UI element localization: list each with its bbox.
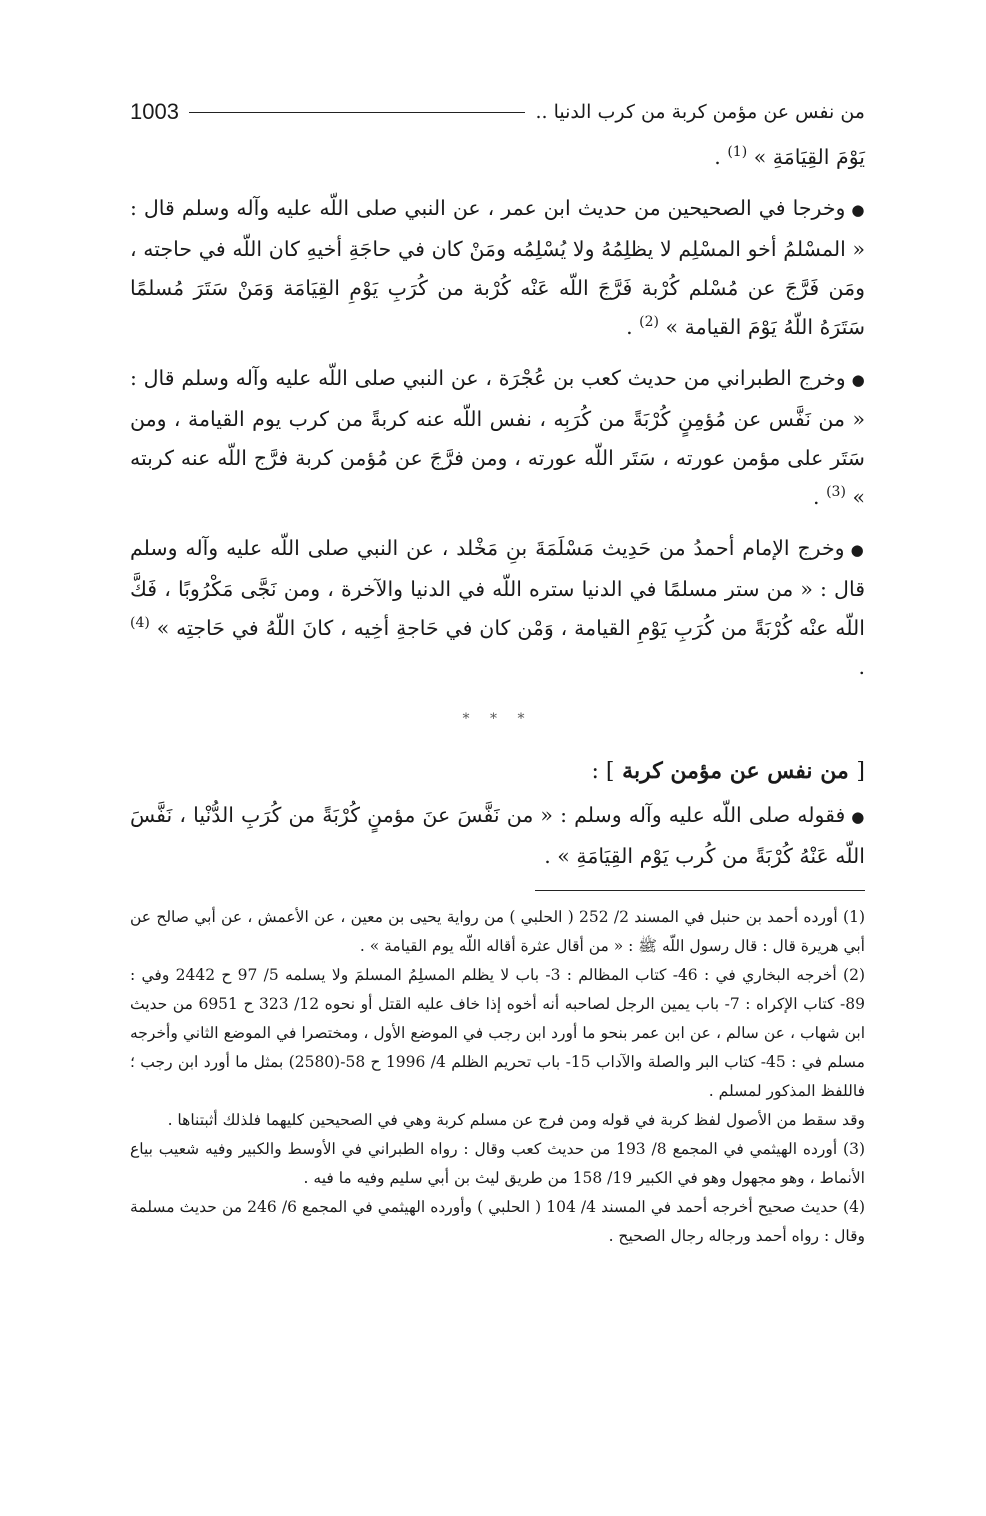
paragraph-text: وخرج الإمام أحمدُ من حَدِيث مَسْلَمَةَ بنِ مَخْلد ، عن النبي صلى اللّه عليه وآله وسلم قال : « من ستر مسلمًا في الدنيا ستره اللّه في الدنيا والآخرة ، ومن نَجَّى مَكْرُوبًا ، فَكَّ اللّه عنْه كُرْبَةً من كُرَبِ يَوْمِ القيامة ، وَمْن كان في حَاجةِ أخِيه ، كانَ اللّهُ في حَاجتِه » (130, 536, 865, 640)
footnote: (1) أورده أحمد بن حنبل في المسند 2/ 252 ( الحلبي ) من رواية يحيى بن معين ، عن الأعمش ، عن أبي صالح عن أبي هريرة قال : قال رسول اللّه ﷺ : « من أقال عثرة أقاله اللّه يوم القيامة » . (130, 908, 865, 955)
footnote: (2) أخرجه البخاري في : 46- كتاب المظالم : 3- باب لا يظلم المسلِمُ المسلمَ ولا يسلمه 5/ 97 ح 2442 وفي : 89- كتاب الإكراه : 7- باب يمين الرجل لصاحبه أنه أخوه إذا خاف عليه القتل أو نحوه 12/ 323 ح 6951 من حديث ابن شهاب ، عن سالم ، عن ابن عمر بنحو ما أورد ابن رجب في الموضع الأول ، ومختصرا في الموضع الثاني وأخرجه مسلم في : 45- كتاب البر والصلة والآداب 15- باب تحريم الظلم 4/ 1996 ح 58-(2580) بمثل ما أورد ابن رجب ؛ فاللفظ المذكور لمسلم . (130, 966, 866, 1100)
paragraph (130, 189, 865, 347)
footnote-ref: (2) (639, 314, 660, 331)
footnote-ref: (1) (727, 144, 748, 161)
section-heading (130, 751, 865, 792)
paragraph (130, 529, 865, 687)
footnotes (130, 903, 865, 1251)
main-text (130, 138, 865, 876)
footnote-ref: (3) (826, 484, 846, 501)
bullet-icon: ● (851, 201, 865, 219)
page (130, 90, 865, 1251)
header-title: من نفس عن مؤمن كربة من كرب الدنيا .. (535, 101, 865, 123)
bullet-icon: ● (851, 371, 865, 389)
footnote-ref: (4) (130, 615, 150, 632)
heading-bracket-close: ] : (591, 759, 615, 784)
continuation-text: يَوْمَ القِيَامَةِ » (753, 145, 865, 169)
running-header (130, 90, 865, 134)
header-rule (189, 112, 526, 113)
line-end: . (714, 145, 721, 169)
heading-text: من نفس عن مؤمن كربة (622, 758, 849, 784)
section-divider: * * * (462, 711, 533, 727)
bullet-icon: ● (851, 808, 865, 826)
paragraph-end: . (858, 655, 865, 679)
footnote-separator (535, 890, 865, 891)
footnote: (3) أورده الهيثمي في المجمع 8/ 193 من حديث كعب وقال : رواه الطبراني في الأوسط والكبير وفيه شعيب بياع الأنماط ، وهو مجهول وهو في الكبير 19/ 158 من طريق ليث بن أبي سليم وفيه ما فيه . (130, 1140, 865, 1187)
paragraph (130, 796, 865, 876)
footnote: وقد سقط من الأصول لفظ كربة في قوله ومن فرج عن مسلم كربة وهي في الصحيحين كليهما فلذلك أثبتناها . (167, 1111, 865, 1129)
heading-bracket-open: [ (856, 759, 865, 784)
paragraph-end: . (813, 485, 820, 509)
paragraph-end: . (626, 315, 633, 339)
bullet-icon: ● (850, 541, 865, 559)
page-number: 1003 (130, 99, 179, 124)
paragraph-text: وخرجا في الصحيحين من حديث ابن عمر ، عن النبي صلى اللّه عليه وآله وسلم قال : « المسْلمُ أخو المسْلِم لا يظلِمُهُ ولا يُسْلِمُه ومَنْ كان في حاجَةِ أخيهِ كان اللّه في حاجته ، ومَن فَرَّجَ عن مُسْلم كُرْبة فَرَّجَ اللّه عَنْه كُرْبة من كُرَبِ يَوْمِ القِيَامَة وَمَنْ سَتَرَ مُسلمًا سَتَرَهُ اللّهُ يَوْمَ القيامة » (130, 196, 865, 339)
paragraph-text: وخرج الطبراني من حديث كعب بن عُجْرَة ، عن النبي صلى اللّه عليه وآله وسلم قال : « من نَفَّس عن مُؤمِنٍ كُرْبَةً من كُرَبِه ، نفس اللّه عنه كربةً من كرب يوم القيامة ، ومن سَتَر على مؤمن عورته ، سَتَر اللّه عورته ، ومن فرَّجَ عن مُؤمن كربة فرَّج اللّه عنه كربته » (130, 366, 865, 509)
paragraph-text: فقوله صلى اللّه عليه وآله وسلم : « من نَفَّسَ عنَ مؤمنٍ كُرْبَةً من كُرَبِ الدُّنْيا ، نَفَّسَ اللّه عَنْهُ كُرْبَةً من كُرب يَوْم القِيَامَةِ » . (130, 803, 865, 868)
footnote: (4) حديث صحيح أخرجه أحمد في المسند 4/ 104 ( الحلبي ) وأورده الهيثمي في المجمع 6/ 246 من حديث مسلمة وقال : رواه أحمد ورجاله رجال الصحيح . (130, 1198, 865, 1245)
continuation-line (130, 138, 865, 177)
paragraph (130, 359, 865, 517)
